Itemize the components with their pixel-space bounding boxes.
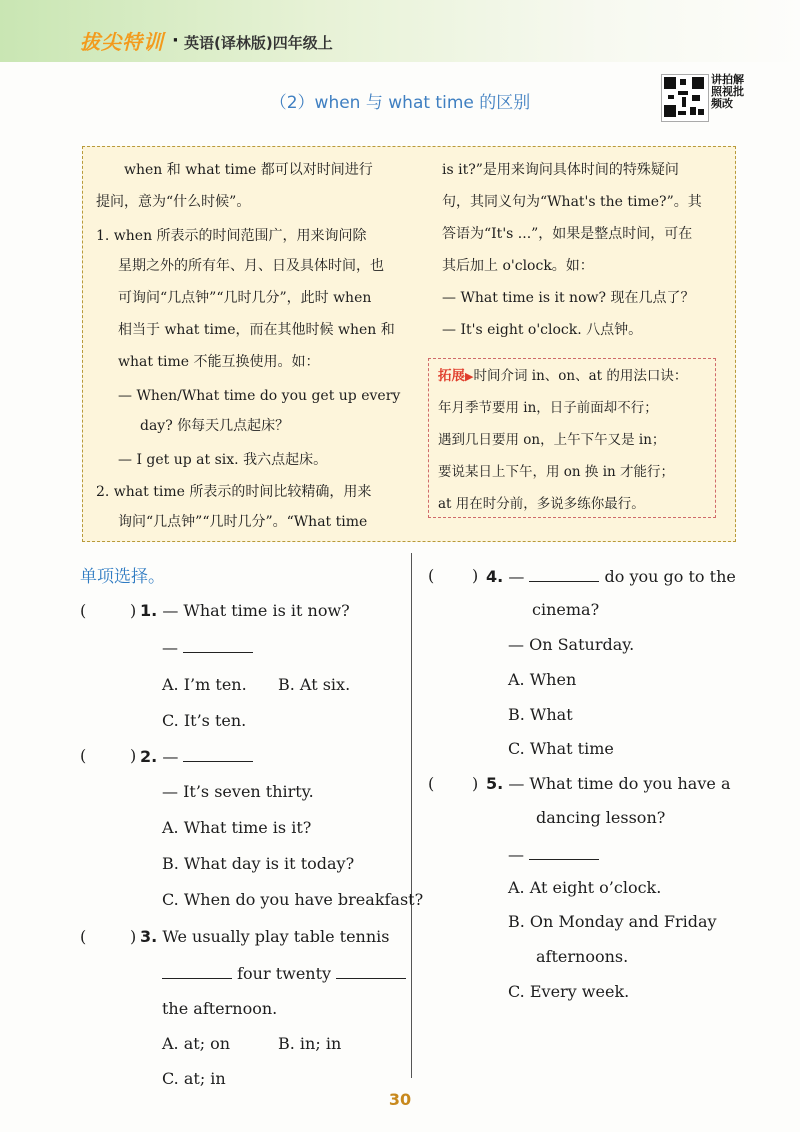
answer-paren-open[interactable]: ( (428, 566, 435, 585)
note-line: day? 你每天几点起床？ (140, 418, 290, 434)
note-line: 星期之外的所有年、月、日及具体时间，也 (118, 258, 384, 274)
dash: — (162, 747, 179, 766)
note-line: what time 不能互换使用。如： (118, 354, 320, 370)
question-number: 5. (486, 774, 504, 793)
note-line: — I get up at six. 我六点起床。 (118, 452, 328, 468)
extension-line: 年月季节要用 in，日子前面却不行； (438, 400, 658, 416)
answer-blank[interactable] (529, 843, 599, 860)
dash: — (508, 567, 525, 586)
question-text: We usually play table tennis (162, 927, 390, 946)
subject-title: 英语(译林版)四年级上 (184, 34, 333, 52)
option-c[interactable]: C. at; in (162, 1069, 226, 1088)
note-line: — It's eight o'clock. 八点钟。 (442, 322, 643, 338)
extension-line: 遇到几日要用 on，上午下午又是 in； (438, 432, 666, 448)
question-5-stem (486, 773, 730, 795)
qr-label: 讲拍解照视批频改 (711, 73, 744, 110)
question-text: four twenty (237, 964, 332, 983)
option-b[interactable]: B. in; in (278, 1034, 342, 1053)
question-3-stem (140, 926, 389, 948)
answer-blank[interactable] (529, 565, 599, 582)
note-line: 1. when 所表示的时间范围广，用来询问除 (96, 228, 367, 244)
question-3-line2 (162, 962, 406, 985)
option-a[interactable]: A. When (508, 670, 577, 689)
question-1-reply (162, 636, 253, 659)
arrow-icon: ▶ (465, 370, 474, 383)
question-2-stem (140, 745, 253, 768)
question-5-reply (508, 843, 599, 866)
answer-paren-open[interactable]: ( (80, 746, 87, 765)
question-2-reply: — It’s seven thirty. (162, 782, 314, 801)
note-line: 其后加上 o'clock。如： (442, 258, 594, 274)
question-1-stem (140, 600, 350, 622)
option-b[interactable]: B. At six. (278, 675, 351, 694)
brand-logo: 拔尖特训 (80, 30, 164, 54)
answer-paren-close[interactable]: ) (472, 774, 479, 793)
question-4-line2: cinema? (532, 600, 600, 619)
question-number: 1. (140, 601, 158, 620)
extension-line (438, 366, 687, 387)
option-a[interactable]: A. I’m ten. (162, 675, 247, 694)
question-4-stem (486, 565, 736, 588)
option-b[interactable]: B. On Monday and Friday (508, 912, 717, 931)
option-a[interactable]: A. at; on (162, 1034, 231, 1053)
answer-paren-close[interactable]: ) (130, 927, 137, 946)
option-c[interactable]: C. It’s ten. (162, 711, 247, 730)
answer-paren-open[interactable]: ( (80, 927, 87, 946)
question-5-line2: dancing lesson? (536, 808, 666, 827)
answer-paren-open[interactable]: ( (80, 601, 87, 620)
question-text: — What time do you have a (508, 774, 731, 793)
column-divider (411, 553, 412, 1078)
extension-tag: 拓展 (438, 368, 465, 384)
question-3-line3: the afternoon. (162, 999, 278, 1018)
answer-blank[interactable] (336, 962, 406, 979)
note-line: 可询问“几点钟”“几时几分”，此时 when (118, 290, 372, 306)
answer-blank[interactable] (162, 962, 232, 979)
question-number: 4. (486, 567, 504, 586)
option-c[interactable]: C. When do you have breakfast? (162, 890, 424, 909)
extension-text: 时间介词 in、on、at 的用法口诀： (473, 368, 688, 384)
option-b[interactable]: B. What (508, 705, 573, 724)
option-c[interactable]: C. What time (508, 739, 614, 758)
answer-paren-open[interactable]: ( (428, 774, 435, 793)
dash: — (508, 845, 524, 864)
note-line: 答语为“It's ...”，如果是整点时间，可在 (442, 226, 693, 242)
note-line: — What time is it now? 现在几点了？ (442, 290, 695, 306)
answer-paren-close[interactable]: ) (472, 566, 479, 585)
question-text: — What time is it now? (162, 601, 350, 620)
option-c[interactable]: C. Every week. (508, 982, 630, 1001)
note-line: — When/What time do you get up every (118, 388, 401, 404)
question-number: 3. (140, 927, 158, 946)
note-line: when 和 what time 都可以对时间进行 (124, 162, 373, 178)
dash: — (162, 638, 178, 657)
note-line: is it?”是用来询问具体时间的特殊疑问 (442, 162, 679, 178)
answer-blank[interactable] (183, 745, 253, 762)
extension-line: 要说某日上下午，用 on 换 in 才能行； (438, 464, 674, 480)
note-line: 询问“几点钟”“几时几分”。“What time (118, 514, 368, 530)
question-number: 2. (140, 747, 158, 766)
option-b-continued: afternoons. (536, 947, 629, 966)
option-a[interactable]: A. What time is it? (162, 818, 312, 837)
answer-paren-close[interactable]: ) (130, 601, 137, 620)
option-b[interactable]: B. What day is it today? (162, 854, 355, 873)
note-line: 句，其同义句为“What's the time?”。其 (442, 194, 702, 210)
note-line: 2. what time 所表示的时间比较精确，用来 (96, 484, 372, 500)
note-line: 提问，意为“什么时候”。 (96, 194, 251, 210)
extension-line: at 用在时分前，多说多练你最行。 (438, 496, 645, 512)
section-title: （2）when 与 what time 的区别 (269, 93, 531, 113)
note-line: 相当于 what time，而在其他时候 when 和 (118, 322, 395, 338)
answer-blank[interactable] (183, 636, 253, 653)
page-number: 30 (388, 1090, 412, 1109)
header-dot: · (172, 30, 179, 51)
answer-paren-close[interactable]: ) (130, 746, 137, 765)
question-text: do you go to the (604, 567, 736, 586)
option-a[interactable]: A. At eight o’clock. (508, 878, 662, 897)
question-4-reply: — On Saturday. (508, 635, 635, 654)
qr-code-icon[interactable] (661, 74, 709, 122)
exercise-title: 单项选择。 (80, 567, 165, 587)
